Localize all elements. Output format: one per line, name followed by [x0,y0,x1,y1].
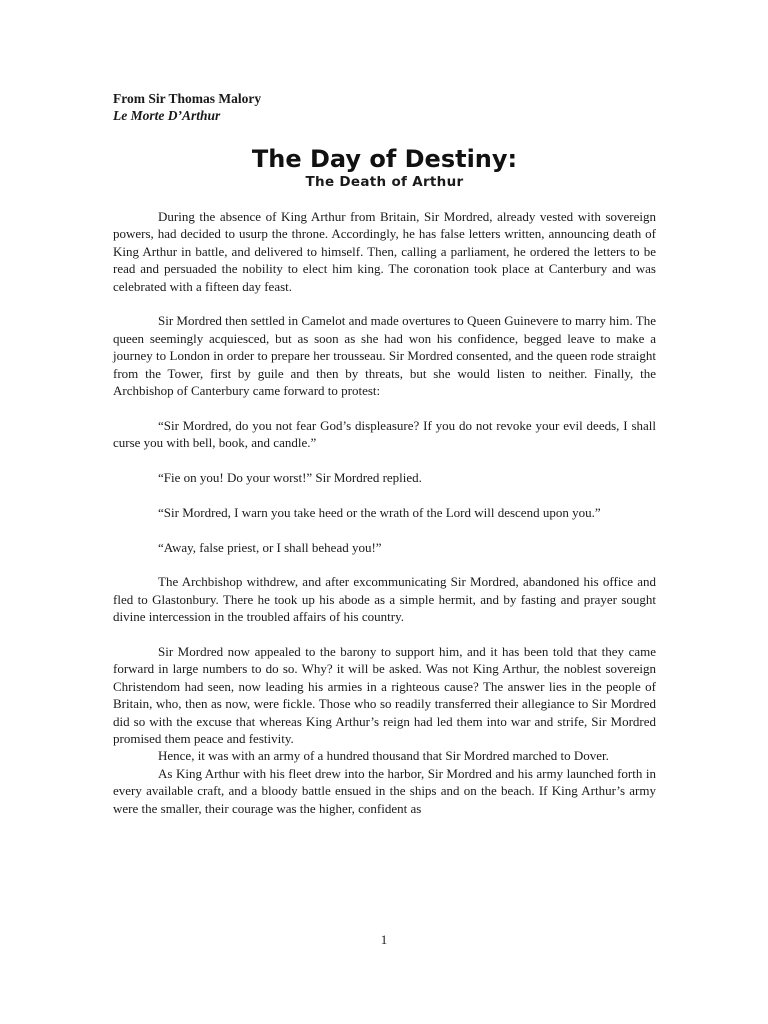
source-title: Le Morte D’Arthur [113,108,221,123]
page-title: The Day of Destiny: [251,145,518,173]
title-block [113,144,656,191]
source-author: From Sir Thomas Malory [113,91,262,106]
paragraph-3: “Sir Mordred, do you not fear God’s displeasure? If you do not revoke your evil deeds, I shall curse you with bell, book, and candle.” [113,417,656,451]
page-number: 1 [380,932,388,947]
paragraph-5: “Sir Mordred, I warn you take heed or the wrath of the Lord will descend upon you.” [158,504,601,520]
paragraph-7: The Archbishop withdrew, and after excommunicating Sir Mordred, abandoned his office and fled to Glastonbury. There he took up his abode as a simple hermit, and by fasting and prayer sought divine intercession in the troubled affairs of his country. [113,574,656,625]
paragraph-10: As King Arthur with his fleet drew into the harbor, Sir Mordred and his army launched forth in every available craft, and a bloody battle ensued in the ships and on the beach. If King Arthur’s army were the smaller, their courage was the higher, confident as [113,765,656,816]
paragraph-4: “Fie on you! Do your worst!” Sir Mordred replied. [158,470,422,486]
paragraph-6: “Away, false priest, or I shall behead you!” [158,539,382,555]
paragraph-1: During the absence of King Arthur from Britain, Sir Mordred, already vested with sovereign powers, had decided to usurp the throne. Accordingly, he has false letters written, announcing death of King Arthur in battle, and delivered to himself. Then, calling a parliament, he ordered the letters to be read and persuaded the nobility to elect him king. The coronation took place at Canterbury and was celebrated with a fifteen day feast. [113,209,656,294]
page-subtitle: The Death of Arthur [305,174,464,190]
paragraph-9: Hence, it was with an army of a hundred thousand that Sir Mordred marched to Dover. [158,748,609,764]
paragraph-2: Sir Mordred then settled in Camelot and made overtures to Queen Guinevere to marry him. The queen seemingly acquiesced, but as soon as she had won his confidence, begged leave to make a journey to London in order to prepare her trousseau. Sir Mordred consented, and the queen rode straight from the Tower, first by guile and then by threats, but she would listen to neither. Finally, the Archbishop of Canterbury came forward to protest: [113,313,656,399]
page-content [113,90,656,817]
paragraph-8: Sir Mordred now appealed to the barony to support him, and it has been told that they came forward in large numbers to do so. Why? it will be asked. Was not King Arthur, the noblest sovereign Christendom had seen, now leading his armies in a righteous cause? The answer lies in the people of Britain, who, then as now, were fickle. Those who so readily transferred their allegiance to Sir Mordred did so with the excuse that whereas King Arthur’s reign had led them into war and strife, Sir Mordred promised them peace and festivity. [113,644,656,747]
